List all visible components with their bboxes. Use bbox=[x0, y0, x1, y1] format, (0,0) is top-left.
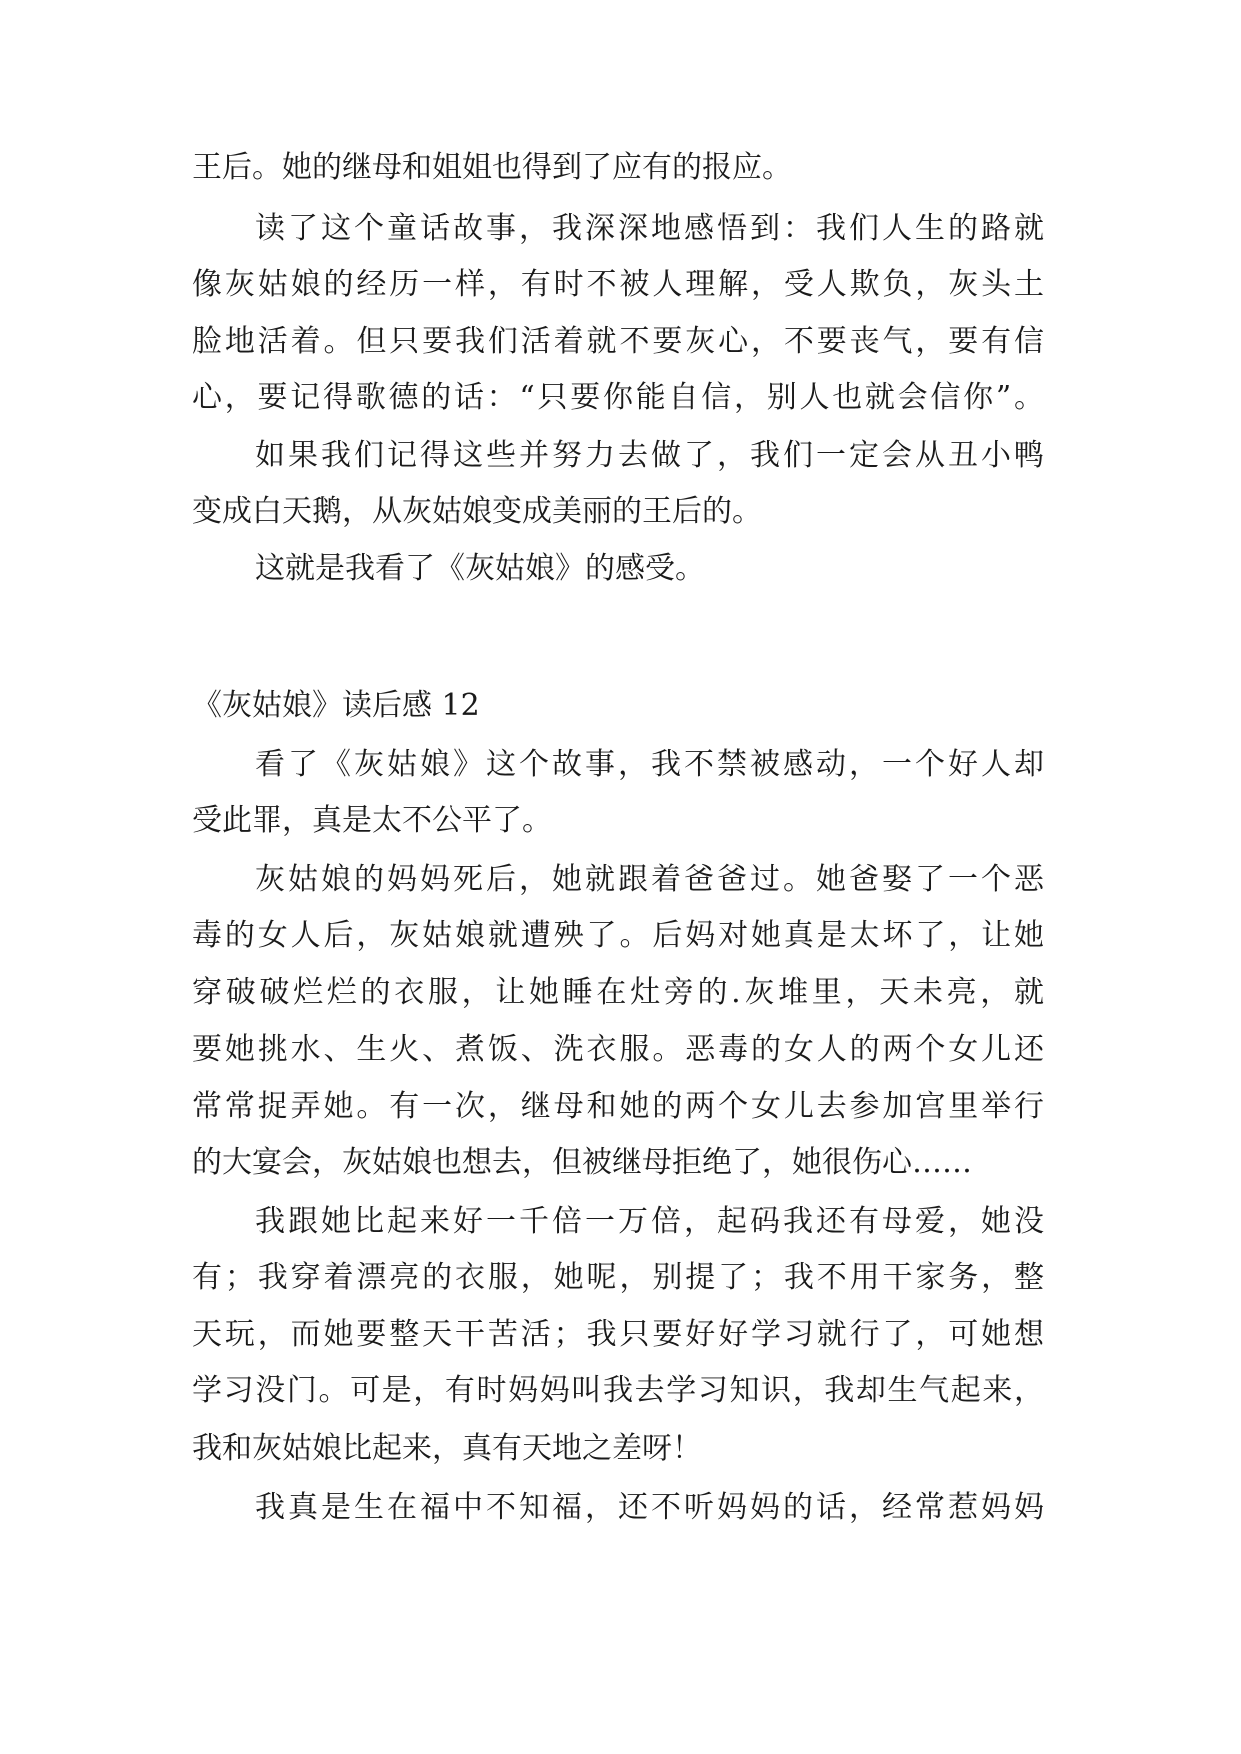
paragraph-line: 如果我们记得这些并努力去做了，我们一定会从丑小鸭 bbox=[255, 438, 1044, 473]
paragraph-line: 变成白天鹅，从灰姑娘变成美丽的王后的。 bbox=[192, 494, 762, 529]
paragraph-line: 常常捉弄她。有一次，继母和她的两个女儿去参加宫里举行 bbox=[192, 1089, 1044, 1124]
paragraph-line: 受此罪，真是太不公平了。 bbox=[192, 803, 552, 838]
paragraph-line: 有；我穿着漂亮的衣服，她呢，别提了；我不用干家务，整 bbox=[192, 1260, 1044, 1295]
paragraph-line: 天玩，而她要整天干苦活；我只要好好学习就行了，可她想 bbox=[192, 1317, 1044, 1352]
paragraph-line: 我和灰姑娘比起来，真有天地之差呀！ bbox=[192, 1431, 702, 1466]
paragraph-line: 我真是生在福中不知福，还不听妈妈的话，经常惹妈妈 bbox=[255, 1490, 1044, 1525]
paragraph-line: 心，要记得歌德的话：“只要你能自信，别人也就会信你”。 bbox=[192, 380, 1044, 415]
paragraph-line: 王后。她的继母和姐姐也得到了应有的报应。 bbox=[192, 150, 792, 185]
paragraph-line: 的大宴会，灰姑娘也想去，但被继母拒绝了，她很伤心…… bbox=[192, 1145, 972, 1180]
paragraph-line: 这就是我看了《灰姑娘》的感受。 bbox=[255, 551, 705, 586]
paragraph-line: 我跟她比起来好一千倍一万倍，起码我还有母爱，她没 bbox=[255, 1204, 1044, 1239]
paragraph-line: 穿破破烂烂的衣服，让她睡在灶旁的.灰堆里，天未亮，就 bbox=[192, 975, 1044, 1010]
paragraph-line: 像灰姑娘的经历一样，有时不被人理解，受人欺负，灰头土 bbox=[192, 267, 1044, 302]
section-heading: 《灰姑娘》读后感 12 bbox=[192, 688, 480, 723]
paragraph-line: 读了这个童话故事，我深深地感悟到：我们人生的路就 bbox=[255, 211, 1044, 246]
paragraph-line: 学习没门。可是，有时妈妈叫我去学习知识，我却生气起来， bbox=[192, 1373, 1044, 1408]
paragraph-line: 看了《灰姑娘》这个故事，我不禁被感动，一个好人却 bbox=[255, 747, 1044, 782]
paragraph-line: 要她挑水、生火、煮饭、洗衣服。恶毒的女人的两个女儿还 bbox=[192, 1032, 1044, 1067]
paragraph-line: 灰姑娘的妈妈死后，她就跟着爸爸过。她爸娶了一个恶 bbox=[255, 862, 1044, 897]
paragraph-line: 毒的女人后，灰姑娘就遭殃了。后妈对她真是太坏了，让她 bbox=[192, 918, 1044, 953]
paragraph-line: 脸地活着。但只要我们活着就不要灰心，不要丧气，要有信 bbox=[192, 324, 1044, 359]
